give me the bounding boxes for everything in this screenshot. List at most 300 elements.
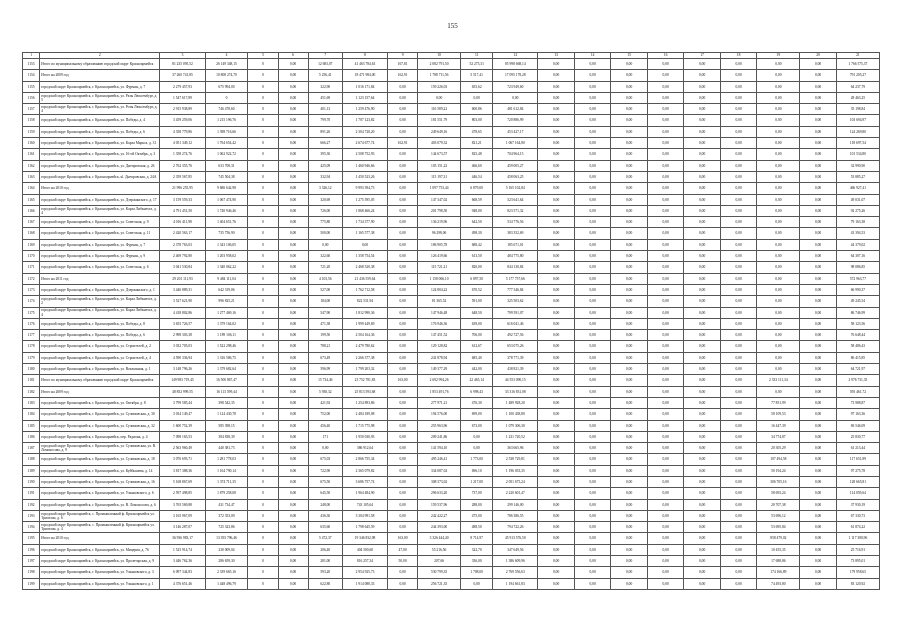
value-cell: 206,40 xyxy=(308,544,342,555)
value-cell: 0,00 xyxy=(388,420,418,431)
data-table xyxy=(22,52,880,590)
value-cell: 0,00 xyxy=(611,307,648,318)
value-cell: 0,00 xyxy=(388,239,418,250)
value-cell: 0,00 xyxy=(278,149,308,160)
value-cell: 325 503,62 xyxy=(493,296,538,307)
value-cell: 0,00 xyxy=(611,217,648,228)
value-cell: 0,00 xyxy=(611,443,648,454)
value-cell: 0,00 xyxy=(684,194,721,205)
value-cell: 0 xyxy=(248,352,278,363)
value-cell: 0,00 xyxy=(684,499,721,510)
value-cell: 58 486,43 xyxy=(836,341,879,352)
value-cell: 0,00 xyxy=(538,533,575,544)
value-cell: 0,00 xyxy=(684,488,721,499)
value-cell: 673,00 xyxy=(461,420,493,431)
value-cell: 0,00 xyxy=(800,352,837,363)
value-cell: 0,00 xyxy=(388,499,418,510)
value-cell: 288,00 xyxy=(461,499,493,510)
value-cell: 0,00 xyxy=(574,330,611,341)
column-header: 19 xyxy=(757,53,800,59)
value-cell: 2 479 780,62 xyxy=(342,341,387,352)
value-cell: 0,00 xyxy=(647,59,684,70)
value-cell: 2 339 665,16 xyxy=(205,567,248,578)
value-cell: 788,21 xyxy=(308,341,342,352)
value-cell: 737,00 xyxy=(461,488,493,499)
value-cell: 478,65 xyxy=(461,126,493,137)
value-cell: 0,00 xyxy=(684,273,721,284)
table-row xyxy=(23,397,880,408)
value-cell: 4 051 349,12 xyxy=(160,138,205,149)
value-cell: 0,00 xyxy=(388,578,418,589)
value-cell: 4 418 802,86 xyxy=(160,307,205,318)
address-cell: городской округ Красноармейск, г. Красноармейск, ул. 16-ой Октябрь, д. 3 xyxy=(40,149,160,160)
value-cell: 0,00 xyxy=(684,431,721,442)
value-cell: 0,00 xyxy=(684,284,721,295)
value-cell: 0,00 xyxy=(647,386,684,397)
value-cell: 0,00 xyxy=(720,409,757,420)
row-number: 1197 xyxy=(23,556,40,567)
value-cell: 25 716,91 xyxy=(836,544,879,555)
address-cell: городской округ Красноармейск, г. Красноармейск, ул. Фурман, д. 7 xyxy=(40,239,160,250)
value-cell: 15 734,46 xyxy=(308,375,342,386)
value-cell: 0,00 xyxy=(720,70,757,81)
value-cell: 0,00 xyxy=(388,567,418,578)
row-number: 1186 xyxy=(23,431,40,442)
value-cell: 281,00 xyxy=(308,556,342,567)
value-cell: 0,00 xyxy=(647,443,684,454)
value-cell: 0,00 xyxy=(720,296,757,307)
address-cell: городской округ Красноармейск, г. Красноармейск, ул. Вокзальная, д. 1 xyxy=(40,364,160,375)
value-cell: 0,00 xyxy=(647,488,684,499)
table-row xyxy=(23,273,880,284)
value-cell: 0,00 xyxy=(538,420,575,431)
value-cell: 670,52 xyxy=(461,284,493,295)
value-cell: 0,00 xyxy=(574,59,611,70)
value-cell: 498,30 xyxy=(461,228,493,239)
value-cell: 451,69 xyxy=(308,92,342,103)
value-cell: 0,00 xyxy=(538,104,575,115)
value-cell: 0,00 xyxy=(647,544,684,555)
value-cell: 12 683,07 xyxy=(308,59,342,70)
value-cell: 0,00 xyxy=(800,522,837,533)
value-cell: 3 765 569,88 xyxy=(160,499,205,510)
value-cell: 25 813 593,68 xyxy=(342,386,387,397)
value-cell: 0,00 xyxy=(720,239,757,250)
value-cell: 296 633,20 xyxy=(418,488,461,499)
value-cell: 668,59 xyxy=(461,194,493,205)
value-cell: 0,00 xyxy=(538,443,575,454)
value-cell: 0,00 xyxy=(611,578,648,589)
row-number: 1173 xyxy=(23,284,40,295)
value-cell: 0,00 xyxy=(278,386,308,397)
value-cell: 97 275,78 xyxy=(836,465,879,476)
value-cell: 10 455,35 xyxy=(757,544,800,555)
value-cell: 438 821,39 xyxy=(493,364,538,375)
value-cell: 0,00 xyxy=(388,296,418,307)
row-number: 1181 xyxy=(23,375,40,386)
value-cell: 44 379,02 xyxy=(836,239,879,250)
value-cell: 0 xyxy=(248,251,278,262)
value-cell: 3 146 287,07 xyxy=(160,522,205,533)
value-cell: 86 415,85 xyxy=(836,352,879,363)
value-cell: 0,00 xyxy=(647,307,684,318)
value-cell: 0,00 xyxy=(720,431,757,442)
value-cell: 0,00 xyxy=(720,59,757,70)
row-number: 1161 xyxy=(23,149,40,160)
value-cell: 0,00 xyxy=(538,522,575,533)
value-cell: 530 799,35 xyxy=(418,567,461,578)
value-cell: 0,00 xyxy=(800,488,837,499)
value-cell: 0,00 xyxy=(611,420,648,431)
value-cell: 322,60 xyxy=(308,251,342,262)
value-cell: 0,00 xyxy=(800,318,837,329)
value-cell: 666,27 xyxy=(308,138,342,149)
row-number: 1158 xyxy=(23,115,40,126)
value-cell: 1 343 106,05 xyxy=(205,239,248,250)
value-cell: 0,00 xyxy=(538,307,575,318)
address-cell: городской округ Красноармейск, г. Красноармейск, ул. Куйбышева, д. 14 xyxy=(40,465,160,476)
table-row xyxy=(23,443,880,454)
value-cell: 2 220 601,47 xyxy=(493,488,538,499)
value-cell: 0,00 xyxy=(757,228,800,239)
value-cell: 0,00 xyxy=(574,104,611,115)
value-cell: 0,00 xyxy=(757,149,800,160)
value-cell: 0,00 xyxy=(278,171,308,182)
value-cell: 0,00 xyxy=(538,465,575,476)
value-cell: 398 542,35 xyxy=(205,397,248,408)
value-cell: 3 304 991,58 xyxy=(342,510,387,521)
table-row xyxy=(23,386,880,397)
value-cell: 1 950 030,93 xyxy=(342,431,387,442)
value-cell: 0,00 xyxy=(647,138,684,149)
value-cell: 0,00 xyxy=(647,397,684,408)
value-cell: 0,00 xyxy=(800,454,837,465)
value-cell: 0,00 xyxy=(800,205,837,216)
value-cell: 1 740 946,46 xyxy=(205,205,248,216)
value-cell: 0,00 xyxy=(720,115,757,126)
value-cell: 0,00 xyxy=(388,284,418,295)
value-cell: 0,00 xyxy=(538,352,575,363)
value-cell: 0,00 xyxy=(308,443,342,454)
value-cell: 475,00 xyxy=(461,510,493,521)
value-cell: 4 791 451,50 xyxy=(160,205,205,216)
value-cell: 0,00 xyxy=(574,217,611,228)
value-cell: 33 316 831,08 xyxy=(493,386,538,397)
value-cell: 0,00 xyxy=(278,92,308,103)
value-cell: 791 205,27 xyxy=(836,70,879,81)
value-cell: 0,00 xyxy=(574,431,611,442)
value-cell: 642 319,06 xyxy=(205,284,248,295)
value-cell: 0,00 xyxy=(574,409,611,420)
address-cell: городской округ Красноармейск, г. Красноармейск, ул. Победы, д. 6 xyxy=(40,126,160,137)
value-cell: 523 641,64 xyxy=(493,194,538,205)
value-cell: 3 459 259,06 xyxy=(160,115,205,126)
value-cell: 723 949,60 xyxy=(493,81,538,92)
table-row xyxy=(23,499,880,510)
value-cell: 0,00 xyxy=(800,476,837,487)
value-cell: 0,00 xyxy=(720,522,757,533)
value-cell: 0 xyxy=(248,386,278,397)
value-cell: 0,00 xyxy=(684,522,721,533)
value-cell: 286 659,30 xyxy=(205,556,248,567)
value-cell: 0,00 xyxy=(800,420,837,431)
value-cell: 1 764 654,42 xyxy=(205,138,248,149)
value-cell: 0,00 xyxy=(800,330,837,341)
value-cell: 0,00 xyxy=(647,556,684,567)
value-cell: 395,30 xyxy=(308,149,342,160)
value-cell: 2 762 355,76 xyxy=(160,160,205,171)
value-cell: 1 379 164,02 xyxy=(205,318,248,329)
value-cell: 0 xyxy=(248,70,278,81)
value-cell: 0,00 xyxy=(538,205,575,216)
row-number: 1164 xyxy=(23,183,40,194)
value-cell: 0 xyxy=(248,431,278,442)
value-cell: 2 674 677,74 xyxy=(342,138,387,149)
value-cell: 101 534,80 xyxy=(836,149,879,160)
value-cell: 0,00 xyxy=(647,194,684,205)
value-cell: 0,00 xyxy=(611,352,648,363)
value-cell: 2 915 938,89 xyxy=(160,104,205,115)
value-cell: 0,00 xyxy=(611,239,648,250)
value-cell: 306 705,16 xyxy=(757,476,800,487)
value-cell: 0,00 xyxy=(684,81,721,92)
value-cell: 136 219,96 xyxy=(418,217,461,228)
value-cell: 2 484 189,08 xyxy=(342,409,387,420)
value-cell: 0,00 xyxy=(800,397,837,408)
value-cell: 0,00 xyxy=(647,533,684,544)
value-cell: 0,00 xyxy=(800,296,837,307)
value-cell: 0,00 xyxy=(800,364,837,375)
value-cell: 0,00 xyxy=(647,115,684,126)
value-cell: 0,00 xyxy=(684,364,721,375)
column-header: 6 xyxy=(278,53,308,59)
value-cell: 0,00 xyxy=(800,510,837,521)
value-cell: 0,00 xyxy=(574,488,611,499)
value-cell: 8 714,97 xyxy=(461,533,493,544)
value-cell: 600,86 xyxy=(461,104,493,115)
value-cell: 822 531,94 xyxy=(342,296,387,307)
row-number: 1171 xyxy=(23,262,40,273)
row-number: 1198 xyxy=(23,567,40,578)
value-cell: 3 686 757,74 xyxy=(342,476,387,487)
table-row xyxy=(23,544,880,555)
value-cell: 0,00 xyxy=(574,149,611,160)
value-cell: 0,00 xyxy=(647,364,684,375)
value-cell: 0,00 xyxy=(720,149,757,160)
column-header: 16 xyxy=(647,53,684,59)
value-cell: 5 930,32 xyxy=(308,386,342,397)
value-cell: 0,00 xyxy=(574,138,611,149)
value-cell: 53 885,27 xyxy=(836,171,879,182)
value-cell: 0,00 xyxy=(611,522,648,533)
value-cell: 1 853 491,76 xyxy=(418,386,461,397)
value-cell: 534 776,56 xyxy=(493,217,538,228)
value-cell: 3 032 705,03 xyxy=(160,341,205,352)
address-cell: городской округ Красноармейск, г. Красноармейск, ул. Сулимовская, д. 16 xyxy=(40,476,160,487)
value-cell: 0 xyxy=(248,81,278,92)
value-cell: 0,00 xyxy=(800,567,837,578)
value-cell: 0,00 xyxy=(720,330,757,341)
value-cell: 66 990,37 xyxy=(836,284,879,295)
value-cell: 0,00 xyxy=(611,160,648,171)
value-cell: 0,00 xyxy=(538,499,575,510)
value-cell: 3 527 621,90 xyxy=(160,296,205,307)
value-cell: 17 688,86 xyxy=(757,556,800,567)
value-cell: 76 648,44 xyxy=(836,330,879,341)
address-cell: городской округ Красноармейск, г. Красноармейск, ул. Сулимовская, д. 18 xyxy=(40,454,160,465)
row-number: 1168 xyxy=(23,228,40,239)
value-cell: 0,00 xyxy=(720,510,757,521)
row-number: 1159 xyxy=(23,126,40,137)
value-cell: 0,00 xyxy=(574,228,611,239)
value-cell: 0,00 xyxy=(388,364,418,375)
value-cell: 0,00 xyxy=(647,567,684,578)
value-cell: 96 298,06 xyxy=(418,228,461,239)
table-row xyxy=(23,228,880,239)
value-cell: 0,00 xyxy=(278,341,308,352)
value-cell: 0,00 xyxy=(388,228,418,239)
table-row xyxy=(23,510,880,521)
value-cell: 0 xyxy=(205,92,248,103)
table-row xyxy=(23,296,880,307)
value-cell: 0,00 xyxy=(684,138,721,149)
value-cell: 466,60 xyxy=(461,160,493,171)
value-cell: 0,00 xyxy=(538,386,575,397)
value-cell: 0,00 xyxy=(538,239,575,250)
value-cell: 0 xyxy=(248,59,278,70)
row-number: 1192 xyxy=(23,499,40,510)
page-number: 155 xyxy=(447,22,458,30)
value-cell: 2 378 763,03 xyxy=(160,239,205,250)
value-cell: 0,00 xyxy=(574,239,611,250)
value-cell: 0,00 xyxy=(647,284,684,295)
value-cell: 0,00 xyxy=(684,205,721,216)
value-cell: 0,00 xyxy=(800,556,837,567)
value-cell: 500,00 xyxy=(308,228,342,239)
value-cell: 0,00 xyxy=(647,217,684,228)
value-cell: 1 450 523,26 xyxy=(342,171,387,182)
value-cell: 0 xyxy=(248,465,278,476)
value-cell: 0,00 xyxy=(720,443,757,454)
address-cell: Итого на 2009 год xyxy=(40,70,160,81)
value-cell: 495 246,41 xyxy=(418,454,461,465)
value-cell: 97 163,36 xyxy=(836,409,879,420)
row-number: 1180 xyxy=(23,364,40,375)
value-cell: 616 041,46 xyxy=(493,318,538,329)
value-cell: 0,00 xyxy=(461,443,493,454)
value-cell: 1 067 164,80 xyxy=(493,138,538,149)
address-cell: Итого на 2010 год xyxy=(40,533,160,544)
value-cell: 0,00 xyxy=(684,104,721,115)
value-cell: 0,00 xyxy=(684,397,721,408)
value-cell: 0 xyxy=(248,183,278,194)
value-cell: 442,00 xyxy=(461,364,493,375)
value-cell: 0,00 xyxy=(720,126,757,137)
value-cell: 0,00 xyxy=(647,578,684,589)
value-cell: 0,00 xyxy=(611,567,648,578)
value-cell: 1 097 753,44 xyxy=(418,183,461,194)
value-cell: 0 xyxy=(248,522,278,533)
value-cell: 0,00 xyxy=(611,341,648,352)
value-cell: 115 721,21 xyxy=(418,262,461,273)
value-cell: 585 398,15 xyxy=(205,420,248,431)
value-cell: 35 198,84 xyxy=(836,104,879,115)
value-cell: 115 197,31 xyxy=(418,171,461,182)
value-cell: 3 446 889,31 xyxy=(160,284,205,295)
address-cell: городской округ Красноармейск, г. Красноармейск, ул. Разы Люксембург, д. 5 xyxy=(40,92,160,103)
row-number: 1172 xyxy=(23,273,40,284)
value-cell: 0,00 xyxy=(720,352,757,363)
value-cell: 1 715 775,98 xyxy=(342,420,387,431)
value-cell: 0 xyxy=(248,454,278,465)
value-cell: 320,69 xyxy=(308,194,342,205)
value-cell: 3 326 444,40 xyxy=(418,533,461,544)
value-cell: 0,00 xyxy=(611,397,648,408)
table-row xyxy=(23,409,880,420)
value-cell: 0,00 xyxy=(647,454,684,465)
value-cell: 0,00 xyxy=(538,556,575,567)
value-cell: 0,00 xyxy=(278,454,308,465)
value-cell: 673,49 xyxy=(308,352,342,363)
value-cell: 147 347,02 xyxy=(418,194,461,205)
value-cell: 0 xyxy=(248,160,278,171)
value-cell: 13 393 796,46 xyxy=(205,533,248,544)
address-cell: городской округ Красноармейск, с. Промышленный ф. Красноармейск ул. Триатлон, д. 4 xyxy=(40,522,160,533)
value-cell: 0,00 xyxy=(647,431,684,442)
value-cell: 0,00 xyxy=(308,239,342,250)
value-cell: 1 788 711,56 xyxy=(418,70,461,81)
value-cell: 209 241,86 xyxy=(418,431,461,442)
address-cell: городской округ Красноармейск, г. Красноармейск, ул. Победы, д. 4 xyxy=(40,115,160,126)
value-cell: 58 109,53 xyxy=(757,409,800,420)
value-cell: 0,00 xyxy=(388,160,418,171)
value-cell: 0,00 xyxy=(278,217,308,228)
value-cell: 1 217,00 xyxy=(461,476,493,487)
value-cell: 3 076 693,71 xyxy=(160,454,205,465)
row-number: 1195 xyxy=(23,533,40,544)
value-cell: 1 600 752,39 xyxy=(160,420,205,431)
value-cell: 1 398 716,66 xyxy=(205,126,248,137)
value-cell: 0,00 xyxy=(538,330,575,341)
value-cell: 0 xyxy=(248,126,278,137)
value-cell: 0,00 xyxy=(757,318,800,329)
value-cell: 162,91 xyxy=(388,70,418,81)
row-number: 1157 xyxy=(23,104,40,115)
value-cell: 0,00 xyxy=(684,578,721,589)
value-cell: 0,00 xyxy=(684,296,721,307)
value-cell: 0,00 xyxy=(720,567,757,578)
value-cell: 0 xyxy=(248,443,278,454)
value-cell: 3 817 388,36 xyxy=(160,465,205,476)
value-cell: 591,00 xyxy=(461,296,493,307)
value-cell: 0,00 xyxy=(684,217,721,228)
value-cell: 0 xyxy=(248,307,278,318)
value-cell: 0,00 xyxy=(388,81,418,92)
value-cell: 2 504 164,36 xyxy=(342,330,387,341)
value-cell: 0,00 xyxy=(800,194,837,205)
value-cell: 0,00 xyxy=(757,352,800,363)
value-cell: 0,00 xyxy=(684,251,721,262)
value-cell: 0,00 xyxy=(611,454,648,465)
value-cell: 0 xyxy=(248,375,278,386)
table-row xyxy=(23,522,880,533)
address-cell: городской округ Красноармейск, г. Красноармейск, ул. Строителей, д. 4 xyxy=(40,352,160,363)
value-cell: 0,00 xyxy=(647,251,684,262)
value-cell: 2 866 755,34 xyxy=(342,454,387,465)
value-cell: 85 998 668,14 xyxy=(493,59,538,70)
value-cell: 0,00 xyxy=(278,420,308,431)
value-cell: 21 996 255,95 xyxy=(160,183,205,194)
